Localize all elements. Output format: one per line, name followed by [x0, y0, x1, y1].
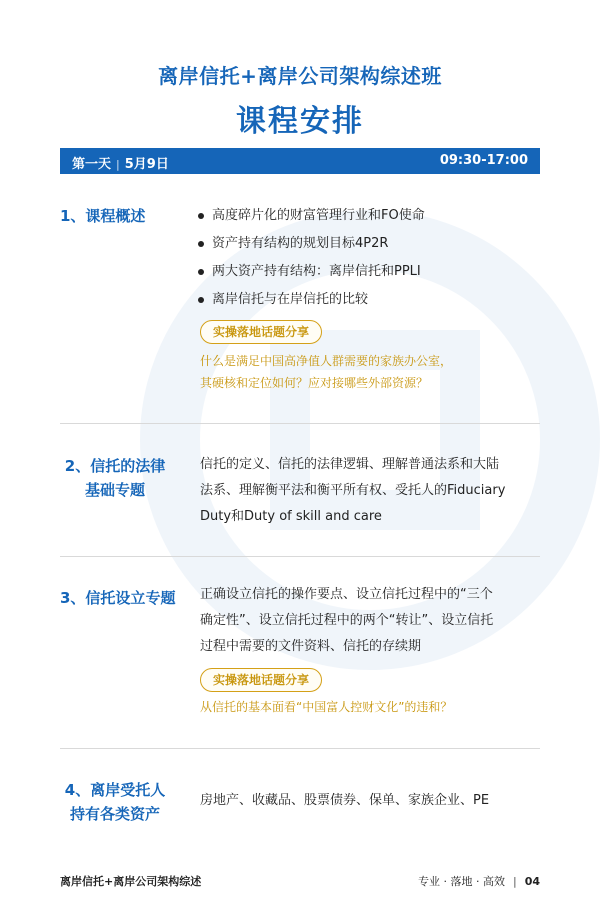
section-2-line-1: 信托的定义、信托的法律逻辑、理解普通法系和大陆: [200, 457, 500, 472]
footer-title: 离岸信托+离岸公司架构综述: [60, 875, 202, 888]
section-4-title-line-1: 4、离岸受托人: [64, 781, 166, 799]
bullet-item: 高度碎片化的财富管理行业和FO使命: [198, 206, 425, 234]
bullet-item: 两大资产持有结构：离岸信托和PPLI: [198, 262, 425, 290]
section-3-note: 从信托的基本面看“中国富人控财文化”的违和？: [200, 700, 453, 714]
section-2-line-2: 法系、理解衡平法和衡平所有权、受托人的Fiduciary: [200, 483, 506, 498]
section-3-line-3: 过程中需要的文件资料、信托的存续期: [200, 639, 422, 654]
section-3-body: [200, 582, 545, 660]
section-4-title: [60, 778, 170, 826]
section-3-line-2: 确定性”、设立信托过程中的两个“转让”、设立信托: [200, 613, 494, 628]
practice-tag: 实操落地话题分享: [200, 320, 322, 344]
section-2-title-line-2: 基础专题: [84, 481, 145, 499]
section-4-title-line-2: 持有各类资产: [69, 805, 160, 823]
footer-separator: |: [512, 875, 517, 888]
page-number: 04: [524, 875, 540, 888]
section-2-line-3: Duty和Duty of skill and care: [200, 509, 382, 524]
section-1-title: 1、课程概述: [60, 207, 146, 225]
page-subtitle: 课程安排: [236, 104, 364, 139]
section-1-note-line-2: 其硬核和定位如何？应对接哪些外部资源？: [200, 376, 429, 390]
section-2-body: [200, 452, 545, 530]
bullet-item: 离岸信托与在岸信托的比较: [198, 290, 425, 318]
section-4-body: 房地产、收藏品、股票债券、保单、家族企业、PE: [200, 793, 490, 808]
section-divider: [60, 556, 540, 557]
day-date: 5月9日: [124, 157, 169, 172]
day-time: 09:30-17:00: [439, 153, 528, 168]
day-name: 第一天: [72, 157, 112, 172]
day-bar: [60, 148, 540, 174]
day-separator: |: [116, 158, 120, 171]
section-3-title: 3、信托设立专题: [60, 589, 176, 607]
section-divider: [60, 423, 540, 424]
bullet-item: 资产持有结构的规划目标4P2R: [198, 234, 425, 262]
section-3-line-1: 正确设立信托的操作要点、设立信托过程中的“三个: [200, 587, 493, 602]
section-1-note-line-1: 什么是满足中国高净值人群需要的家族办公室，: [200, 354, 453, 368]
practice-tag: 实操落地话题分享: [200, 668, 322, 692]
section-1-bullets: [198, 206, 425, 318]
day-label: [72, 153, 169, 172]
footer-slogan: 专业 · 落地 · 高效: [417, 875, 505, 888]
section-2-title: [60, 454, 170, 502]
section-divider: [60, 748, 540, 749]
page-title: 离岸信托+离岸公司架构综述班: [158, 64, 442, 88]
section-2-title-line-1: 2、信托的法律: [64, 457, 166, 475]
footer-right: [418, 873, 540, 889]
